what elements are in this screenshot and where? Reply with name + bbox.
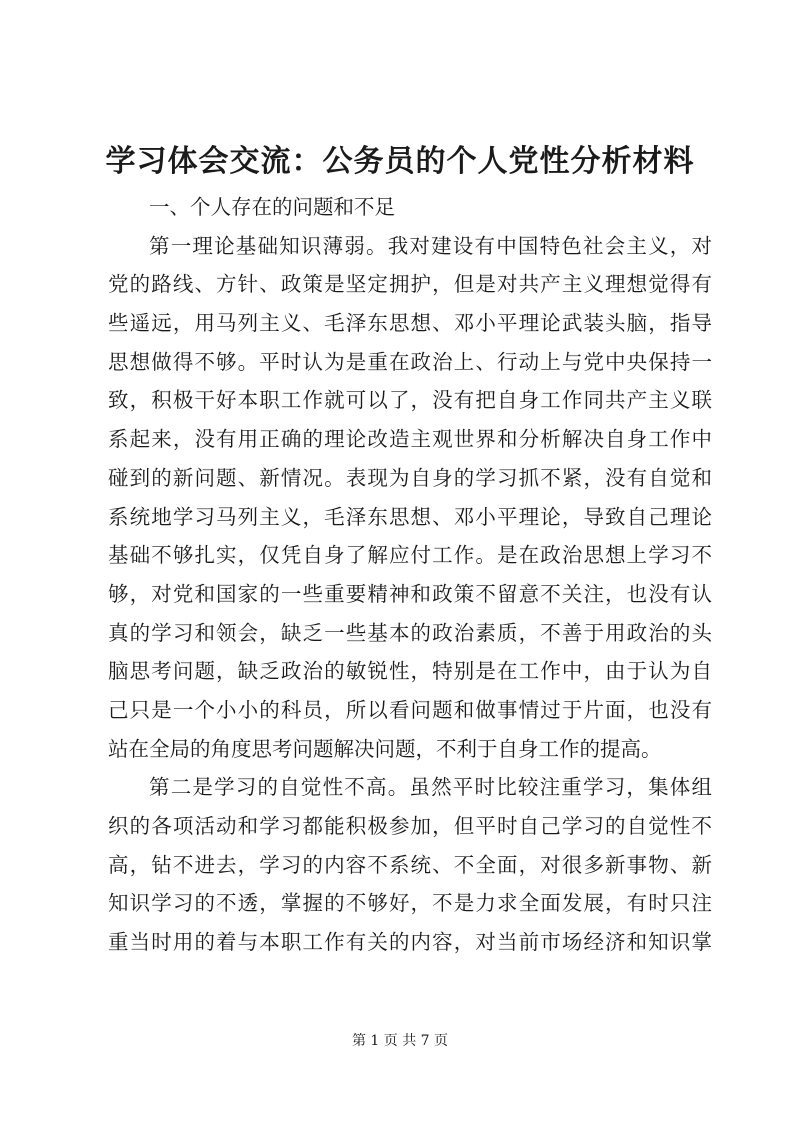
document-body <box>108 188 712 962</box>
paragraph-line: 碰到的新问题、新情况。表现为自身的学习抓不紧，没有自觉和 <box>108 465 712 490</box>
paragraph-line: 第二是学习的自觉性不高。虽然平时比较注重学习，集体组 <box>149 775 712 800</box>
paragraph-line: 思想做得不够。平时认为是重在政治上、行动上与党中央保持一 <box>108 349 712 374</box>
paragraph-line: 些遥远，用马列主义、毛泽东思想、邓小平理论武装头脑，指导 <box>108 311 712 336</box>
paragraph-line: 高，钻不进去，学习的内容不系统、不全面，对很多新事物、新 <box>108 852 712 877</box>
section-heading: 一、个人存在的问题和不足 <box>149 195 395 219</box>
paragraph-line: 党的路线、方针、政策是坚定拥护，但是对共产主义理想觉得有 <box>108 272 712 297</box>
document-title: 学习体会交流：公务员的个人党性分析材料 <box>105 144 695 179</box>
paragraph-line: 脑思考问题，缺乏政治的敏锐性，特别是在工作中，由于认为自 <box>108 659 712 684</box>
paragraph-line: 织的各项活动和学习都能积极参加，但平时自己学习的自觉性不 <box>108 814 712 838</box>
paragraph-line: 系起来，没有用正确的理论改造主观世界和分析解决自身工作中 <box>108 427 712 452</box>
paragraph-line: 第一理论基础知识薄弱。我对建设有中国特色社会主义，对 <box>149 233 712 258</box>
paragraph-line: 站在全局的角度思考问题解决问题，不利于自身工作的提高。 <box>108 736 662 761</box>
paragraph-line: 够，对党和国家的一些重要精神和政策不留意不关注，也没有认 <box>108 581 712 606</box>
paragraph-line: 己只是一个小小的科员，所以看问题和做事情过于片面，也没有 <box>108 697 712 722</box>
page-footer: 第 1 页 共 7 页 <box>351 1033 449 1049</box>
paragraph-line: 系统地学习马列主义，毛泽东思想、邓小平理论，导致自己理论 <box>108 504 712 529</box>
paragraph-line: 基础不够扎实，仅凭自身了解应付工作。是在政治思想上学习不 <box>108 543 712 568</box>
paragraph-line: 致，积极干好本职工作就可以了，没有把自身工作同共产主义联 <box>108 388 712 413</box>
paragraph-line: 重当时用的着与本职工作有关的内容，对当前市场经济和知识掌 <box>108 930 712 955</box>
paragraph-line: 真的学习和领会，缺乏一些基本的政治素质，不善于用政治的头 <box>108 620 712 645</box>
paragraph-line: 知识学习的不透，掌握的不够好，不是力求全面发展，有时只注 <box>108 891 712 916</box>
